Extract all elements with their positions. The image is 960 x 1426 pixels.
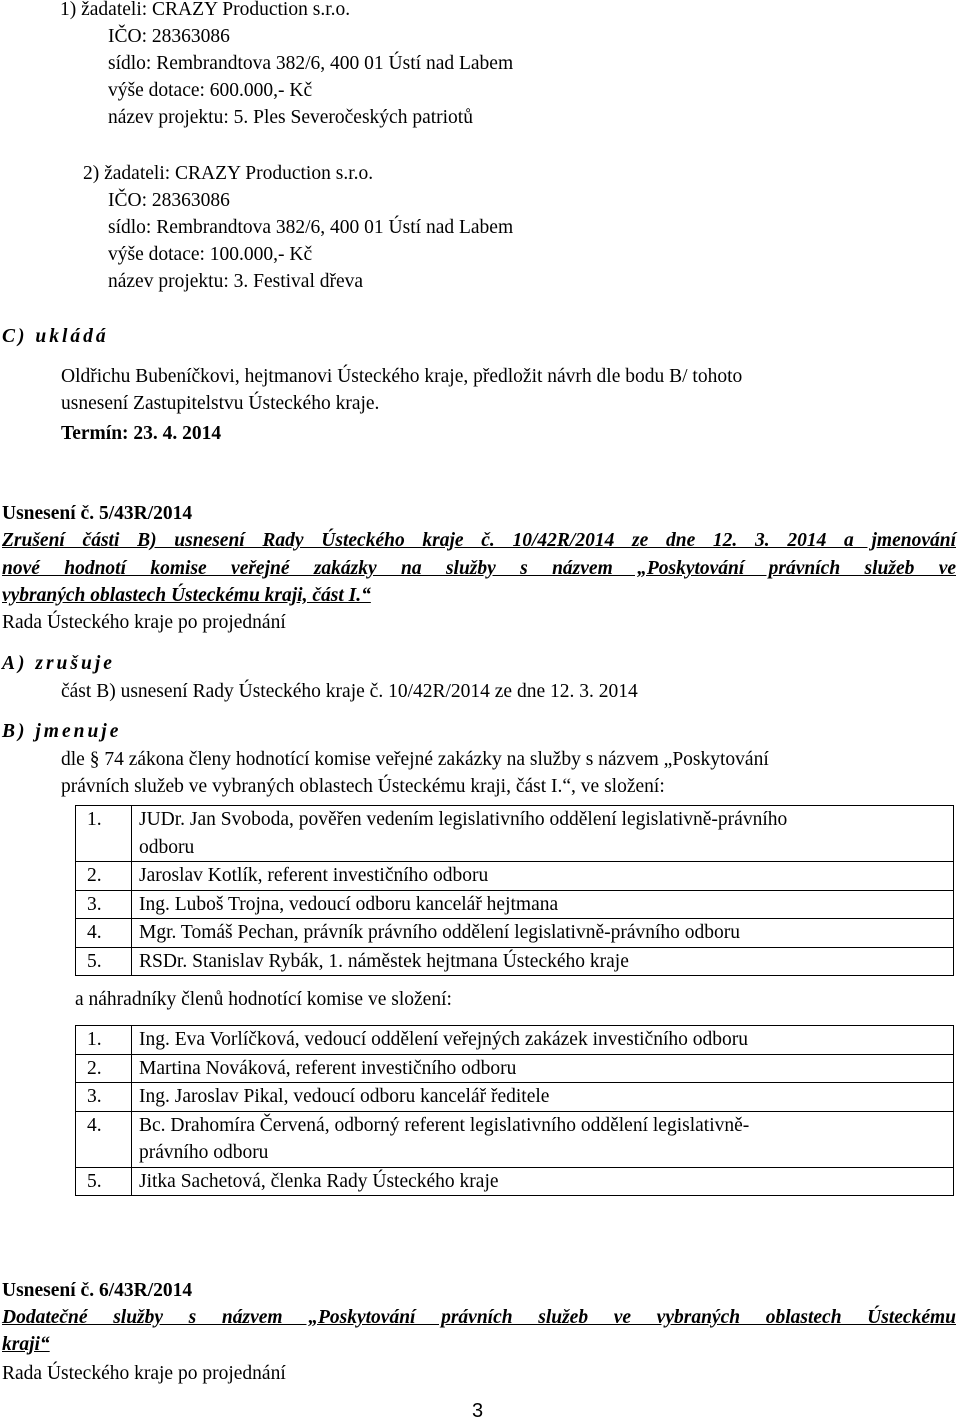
- member-number: 5.: [76, 947, 132, 976]
- member-name: JUDr. Jan Svoboda, pověřen vedením legislativního oddělení legislativně-právního odboru: [132, 806, 954, 862]
- section-c-deadline: Termín: 23. 4. 2014: [61, 423, 222, 444]
- member-number: 1.: [76, 806, 132, 862]
- applicant-2-seat: sídlo: Rembrandtova 382/6, 400 01 Ústí nad Labem: [108, 217, 514, 238]
- applicant-2-amount: výše dotace: 100.000,- Kč: [108, 244, 313, 265]
- substitute-name: Ing. Eva Vorlíčková, vedoucí oddělení veřejných zakázek investičního odboru: [132, 1026, 954, 1055]
- member-name: Jaroslav Kotlík, referent investičního odboru: [132, 862, 954, 891]
- member-number: 3.: [76, 890, 132, 919]
- substitute-name: Jitka Sachetová, členka Rady Ústeckého kraje: [132, 1167, 954, 1196]
- applicant-1-label: 1) žadateli: CRAZY Production s.r.o.: [60, 0, 351, 20]
- table-row: [76, 1111, 954, 1167]
- substitutes-intro: a náhradníky členů hodnotící komise ve složení:: [75, 989, 452, 1010]
- substitute-name: Martina Nováková, referent investičního odboru: [132, 1054, 954, 1083]
- table-row: [76, 862, 954, 891]
- section-a-text: část B) usnesení Rady Ústeckého kraje č. 10/42R/2014 ze dne 12. 3. 2014: [61, 681, 638, 702]
- member-name: RSDr. Stanislav Rybák, 1. náměstek hejtmana Ústeckého kraje: [132, 947, 954, 976]
- table-row: [76, 947, 954, 976]
- member-number: 4.: [76, 919, 132, 948]
- section-b-heading: B) jmenuje: [2, 721, 122, 742]
- substitute-number: 4.: [76, 1111, 132, 1167]
- member-number: 2.: [76, 862, 132, 891]
- section-b-text-line1: dle § 74 zákona členy hodnotící komise veřejné zakázky na služby s názvem „Poskytování: [61, 749, 769, 770]
- members-table: [75, 805, 954, 976]
- resolution-5-title-line3: vybraných oblastech Ústeckému kraji, část I.“: [2, 585, 371, 606]
- table-row: [76, 919, 954, 948]
- table-row: [76, 1167, 954, 1196]
- substitute-number: 1.: [76, 1026, 132, 1055]
- section-c-text-line2: usnesení Zastupitelstvu Ústeckého kraje.: [61, 393, 380, 414]
- resolution-6-title-line1: Dodatečné služby s názvem „Poskytování právních služeb ve vybraných oblastech Ústeckému: [2, 1307, 956, 1328]
- table-row: [76, 1054, 954, 1083]
- resolution-6-number: Usnesení č. 6/43R/2014: [2, 1280, 193, 1301]
- table-row: [76, 890, 954, 919]
- resolution-5-title-line2: nové hodnotí komise veřejné zakázky na služby s názvem „Poskytování právních služeb ve: [2, 558, 956, 579]
- substitute-number: 5.: [76, 1167, 132, 1196]
- applicant-2-project: název projektu: 3. Festival dřeva: [108, 271, 364, 292]
- section-b-text-line2: právních služeb ve vybraných oblastech Ústeckému kraji, část I.“, ve složení:: [61, 776, 665, 797]
- applicant-2-label: 2) žadateli: CRAZY Production s.r.o.: [83, 163, 374, 184]
- page-number: 3: [472, 1400, 484, 1422]
- substitute-number: 2.: [76, 1054, 132, 1083]
- section-c-heading: C) ukládá: [2, 326, 109, 347]
- member-name: Ing. Luboš Trojna, vedoucí odboru kancelář hejtmana: [132, 890, 954, 919]
- substitute-name: Ing. Jaroslav Pikal, vedoucí odboru kancelář ředitele: [132, 1083, 954, 1112]
- section-a-heading: A) zrušuje: [2, 653, 115, 674]
- applicant-2-ico: IČO: 28363086: [108, 190, 230, 211]
- resolution-6-title-line2: kraji“: [2, 1334, 50, 1355]
- substitute-number: 3.: [76, 1083, 132, 1112]
- section-c-text-line1: Oldřichu Bubeníčkovi, hejtmanovi Ústeckého kraje, předložit návrh dle bodu B/ tohoto: [61, 366, 743, 387]
- resolution-5-intro: Rada Ústeckého kraje po projednání: [2, 612, 286, 633]
- substitute-name: Bc. Drahomíra Červená, odborný referent legislativního oddělení legislativně- právního odboru: [132, 1111, 954, 1167]
- applicant-1-project: název projektu: 5. Ples Severočeských patriotů: [108, 107, 473, 128]
- resolution-6-intro: Rada Ústeckého kraje po projednání: [2, 1363, 286, 1384]
- table-row: [76, 1026, 954, 1055]
- table-row: [76, 806, 954, 862]
- applicant-1-ico: IČO: 28363086: [108, 26, 230, 47]
- applicant-1-seat: sídlo: Rembrandtova 382/6, 400 01 Ústí nad Labem: [108, 53, 514, 74]
- resolution-5-number: Usnesení č. 5/43R/2014: [2, 503, 193, 524]
- substitutes-table: [75, 1025, 954, 1196]
- member-name: Mgr. Tomáš Pechan, právník právního oddělení legislativně-právního odboru: [132, 919, 954, 948]
- resolution-5-title-line1: Zrušení části B) usnesení Rady Ústeckého kraje č. 10/42R/2014 ze dne 12. 3. 2014 a jmenování: [2, 530, 956, 551]
- applicant-1-amount: výše dotace: 600.000,- Kč: [108, 80, 313, 101]
- table-row: [76, 1083, 954, 1112]
